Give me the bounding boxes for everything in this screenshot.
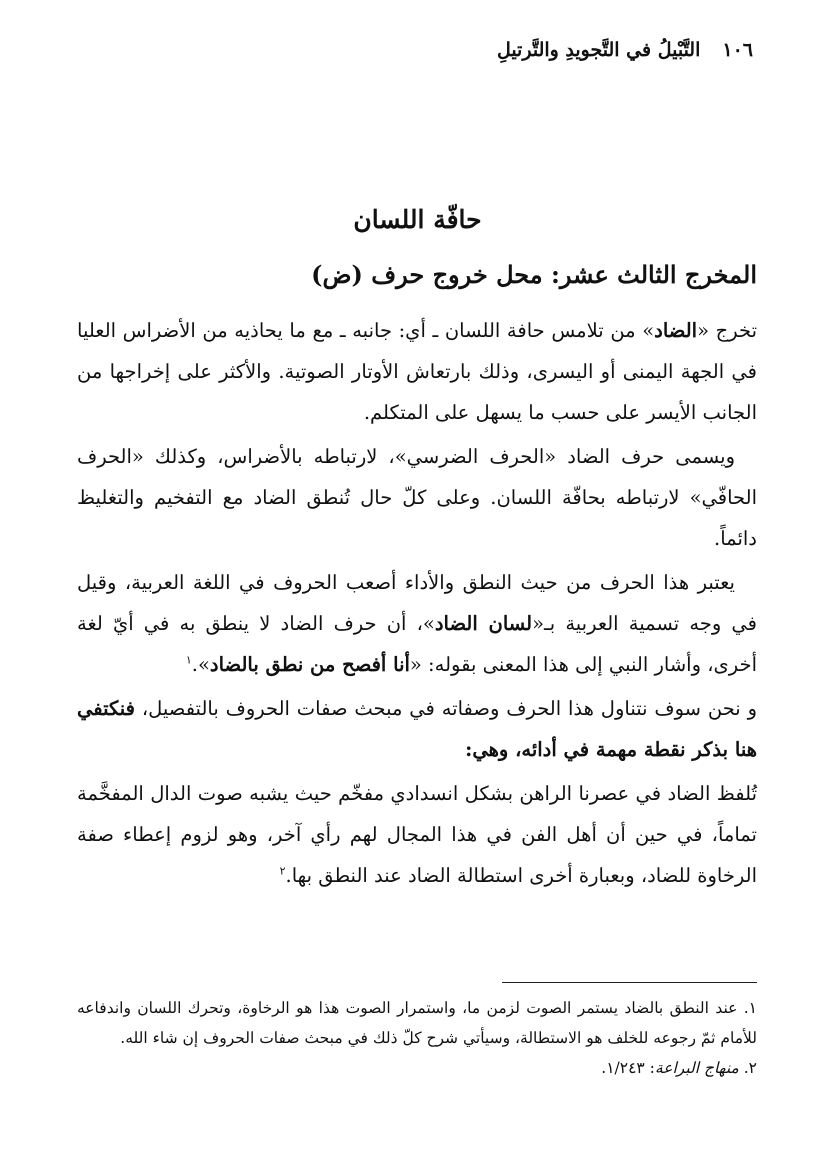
p3-text-c: »، أن حرف الضاد لا ينطق به في أيّ لغة أخرى، وأشار النبي إلى هذا المعنى بقوله: « xyxy=(77,612,757,676)
p1-bold-dad: الضاد xyxy=(654,319,698,342)
footnote-ref-1[interactable]: ١ xyxy=(185,653,192,667)
book-title: التَّبْيلُ في التَّجويدِ والتَّرتيلِ xyxy=(496,39,701,61)
footnote-2 xyxy=(77,1053,757,1083)
p4-bold-text: فنكتفي هنا بذكر نقطة مهمة في أدائه، وهي: xyxy=(77,697,757,761)
fn2-number: ٢. xyxy=(738,1059,757,1077)
body-text xyxy=(77,310,757,899)
page-number: ١٠٦ xyxy=(722,39,753,61)
paragraph-4 xyxy=(77,688,757,770)
footnote-separator xyxy=(502,982,757,983)
p3-text-e: ». xyxy=(191,653,210,676)
footnotes xyxy=(77,993,757,1083)
p3-bold-lisan: لسان الضاد xyxy=(434,612,533,635)
footnote-ref-2[interactable]: ٢ xyxy=(279,864,286,878)
p4-text-a: و نحن سوف نتناول هذا الحرف وصفاته في مبحث صفات الحروف بالتفصيل، xyxy=(134,697,757,720)
p3-bold-hadith: أنا أفصح من نطق بالضاد xyxy=(209,653,410,676)
fn2-source-title: منهاج البراعة xyxy=(654,1059,739,1077)
p3-text-a: يعتبر هذا الحرف من حيث النطق والأداء أصعب الحروف في اللغة العربية، وقيل في وجه تسمية العربية بـ« xyxy=(77,571,757,635)
running-head xyxy=(73,30,753,70)
paragraph-3 xyxy=(77,562,757,685)
subsection-heading: المخرج الثالث عشر: محل خروج حرف (ض) xyxy=(311,260,757,289)
p1-text-c: » من تلامس حافة اللسان ـ أي: جانبه ـ مع ما يحاذيه من الأضراس العليا في الجهة اليمنى أو اليسرى، وذلك بارتعاش الأوتار الصوتية. والأكثر على إخراجها من الجانب الأيسر على حسب ما يسهل على المتكلم. xyxy=(77,319,757,424)
p1-text-a: تخرج « xyxy=(697,319,757,342)
paragraph-5 xyxy=(77,773,757,896)
paragraph-2: ويسمى حرف الضاد «الحرف الضرسي»، لارتباطه بالأضراس، وكذلك «الحرف الحافّي» لارتباطه بحافّة اللسان. وعلى كلّ حال تُنطق الضاد مع التفخيم والتغليظ دائماً. xyxy=(77,445,757,550)
p5-text: تُلفظ الضاد في عصرنا الراهن بشكل انسدادي مفخّم حيث يشبه صوت الدال المفخَّمة تماماً، في حين أن أهل الفن في هذا المجال لهم رأي آخر، وهو لزوم إعطاء صفة الرخاوة للضاد، وبعبارة أخرى استطالة الضاد عند النطق بها. xyxy=(77,782,757,887)
section-title: حافّة اللسان xyxy=(353,205,482,234)
paragraph-1 xyxy=(77,310,757,433)
footnote-1: ١. عند النطق بالضاد يستمر الصوت لزمن ما، واستمرار الصوت هذا هو الرخاوة، وتحرك اللسان واندفاعه للأمام ثمّ رجوعه للخلف هو الاستطالة، وسيأتي شرح كلّ ذلك في مبحث صفات الحروف إن شاء الله. xyxy=(77,999,757,1047)
fn2-location: : ١/٢٤٣. xyxy=(601,1059,655,1077)
